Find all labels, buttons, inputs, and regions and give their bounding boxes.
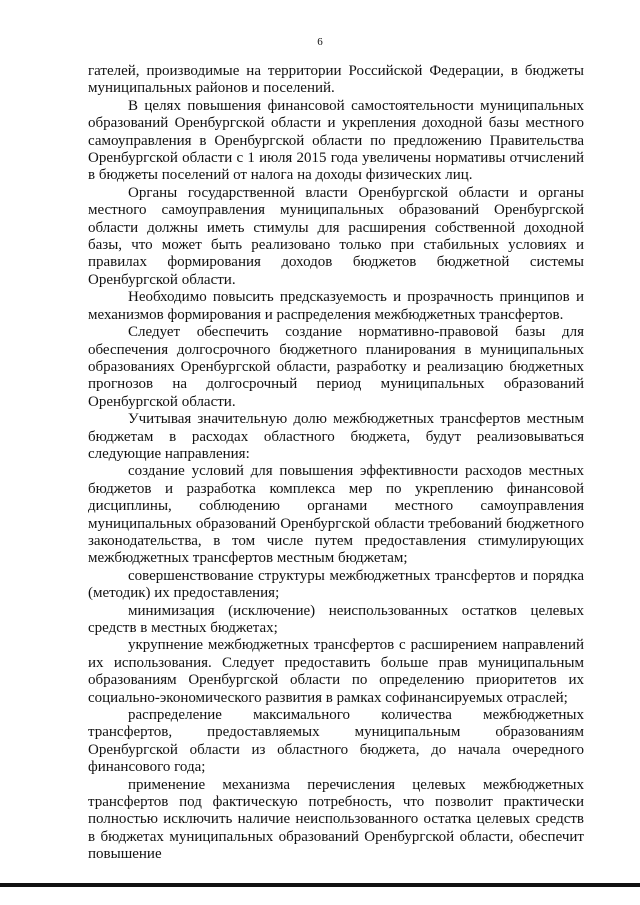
paragraph: Органы государственной власти Оренбургской области и органы местного самоуправления муниципальных образований Оренбургской области должны иметь стимулы для расширения собственной доходной базы, что может быть реализовано только при стабильных условиях и правилах формирования доходов бюджетов бюджетной системы Оренбургской области. [88, 184, 584, 288]
paragraph: Учитывая значительную долю межбюджетных трансфертов местным бюджетам в расходах областного бюджета, будут реализовываться следующие направления: [88, 411, 584, 462]
list-item-paragraph: совершенствование структуры межбюджетных трансфертов и порядка (методик) их предоставления; [88, 567, 584, 602]
list-item-paragraph: распределение максимального количества межбюджетных трансфертов, предоставляемых муниципальным образованиям Оренбургской области из областного бюджета, до начала очередного финансового года; [88, 707, 584, 776]
paragraph: В целях повышения финансовой самостоятельности муниципальных образований Оренбургской области и укрепления доходной базы местного самоуправления в Оренбургской области по предложению Правительства Оренбургской области с 1 июля 2015 года увеличены нормативы отчислений в бюджеты поселений от налога на доходы физических лиц. [88, 97, 584, 184]
page-number: 6 [317, 36, 323, 48]
list-item-paragraph: создание условий для повышения эффективности расходов местных бюджетов и разработка комплекса мер по укреплению финансовой дисциплины, соблюдению органами местного самоуправления муниципальных образований Оренбургской области требований бюджетного законодательства, в том числе путем предоставления стимулирующих межбюджетных трансфертов местным бюджетам; [88, 463, 584, 567]
paragraph: Следует обеспечить создание нормативно-правовой базы для обеспечения долгосрочного бюджетного планирования в муниципальных образованиях Оренбургской области, разработку и реализацию бюджетных прогнозов на долгосрочный период муниципальных образований Оренбургской области. [88, 324, 584, 410]
list-item-paragraph: применение механизма перечисления целевых межбюджетных трансфертов под фактическую потребность, что позволит практически полностью исключить наличие неиспользованного остатка целевых средств в бюджетах муниципальных образований Оренбургской области, обеспечит повышение [88, 776, 584, 863]
body-text [88, 63, 584, 864]
paragraph: Необходимо повысить предсказуемость и прозрачность принципов и механизмов формирования и распределения межбюджетных трансфертов. [88, 289, 584, 323]
list-item-paragraph: укрупнение межбюджетных трансфертов с расширением направлений их использования. Следует предоставить больше прав муниципальным образованиям Оренбургской области по определению приоритетов их социально-экономического развития в рамках софинансируемых отраслей; [88, 637, 584, 706]
scan-edge-divider [0, 883, 640, 887]
list-item-paragraph: минимизация (исключение) неиспользованных остатков целевых средств в местных бюджетах; [88, 602, 584, 636]
paragraph-continuation: гателей, производимые на территории Российской Федерации, в бюджеты муниципальных районов и поселений. [88, 63, 584, 97]
